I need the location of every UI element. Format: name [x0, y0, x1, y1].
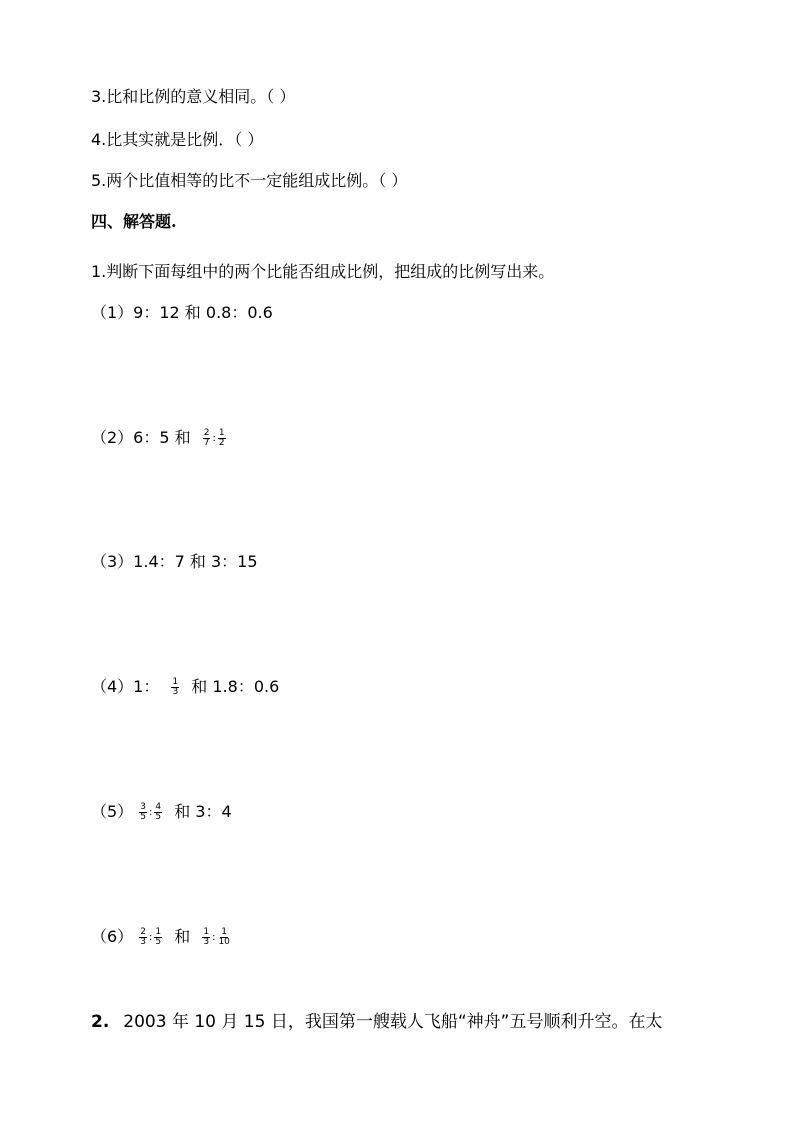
fraction-denominator: 7: [203, 438, 210, 448]
item-4-suffix: 和 1.8：0.6: [191, 677, 280, 696]
fraction-numerator: 1: [203, 927, 210, 937]
fraction-denominator: 2: [218, 438, 225, 448]
fraction-numerator: 2: [203, 428, 210, 438]
question-1-item-2: [91, 428, 227, 449]
item-6-prefix: （6）: [91, 927, 134, 946]
item-5-suffix: 和 3：4: [174, 802, 232, 821]
question-1-item-3: （3）1.4：7 和 3：15: [91, 552, 258, 571]
fraction-denominator: 5: [140, 812, 147, 822]
fraction-numerator: 2: [140, 927, 147, 937]
question-1-item-5: [91, 802, 232, 823]
ratio-colon: :: [212, 432, 216, 444]
fraction-1-3: [171, 678, 179, 697]
question-1-item-6: [91, 927, 232, 948]
item-6-mid: 和: [174, 927, 191, 946]
item-4-prefix: （4）1：: [91, 677, 160, 696]
fraction-numerator: 1: [155, 927, 162, 937]
question-2-number: 2.: [91, 1012, 110, 1032]
fraction-numerator: 4: [155, 802, 162, 812]
fraction-1-3: [202, 928, 210, 947]
fraction-numerator: 1: [221, 927, 228, 937]
fraction-numerator: 1: [218, 428, 225, 438]
fraction-denominator: 5: [155, 812, 162, 822]
section-heading: 四、解答题.: [91, 212, 177, 231]
fraction-numerator: 3: [140, 802, 147, 812]
item-5-prefix: （5）: [91, 802, 134, 821]
question-1-stem: 1.判断下面每组中的两个比能否组成比例，把组成的比例写出来。: [91, 262, 555, 281]
fraction-numerator: 1: [172, 677, 179, 687]
fraction-1-5: [154, 928, 162, 947]
question-1-item-4: [91, 677, 279, 697]
fraction-denominator: 3: [203, 937, 210, 947]
ratio-colon: :: [212, 931, 216, 943]
question-2-text: 2003 年 10 月 15 日，我国第一艘载人飞船“神舟”五号顺利升空。在太: [123, 1012, 663, 1032]
judgement-item-3: 3.比和比例的意义相同。（ ）: [91, 87, 296, 106]
fraction-denominator: 10: [218, 937, 230, 947]
question-2: [91, 1011, 662, 1033]
judgement-item-5: 5.两个比值相等的比不一定能组成比例。（ ）: [91, 171, 408, 190]
fraction-1-10: [217, 928, 230, 947]
fraction-2-3: [139, 928, 147, 947]
fraction-denominator: 5: [155, 937, 162, 947]
fraction-1-2: [218, 429, 226, 448]
judgement-item-4: 4.比其实就是比例．（ ）: [91, 130, 264, 149]
fraction-3-5: [139, 803, 147, 822]
fraction-4-5: [154, 803, 162, 822]
fraction-denominator: 3: [140, 937, 147, 947]
ratio-colon: :: [149, 931, 153, 943]
ratio-colon: :: [149, 806, 153, 818]
question-1-item-1: （1）9：12 和 0.8：0.6: [91, 303, 273, 322]
fraction-denominator: 3: [172, 687, 179, 697]
fraction-2-7: [203, 429, 211, 448]
item-2-label: （2）6：5 和: [91, 428, 191, 447]
